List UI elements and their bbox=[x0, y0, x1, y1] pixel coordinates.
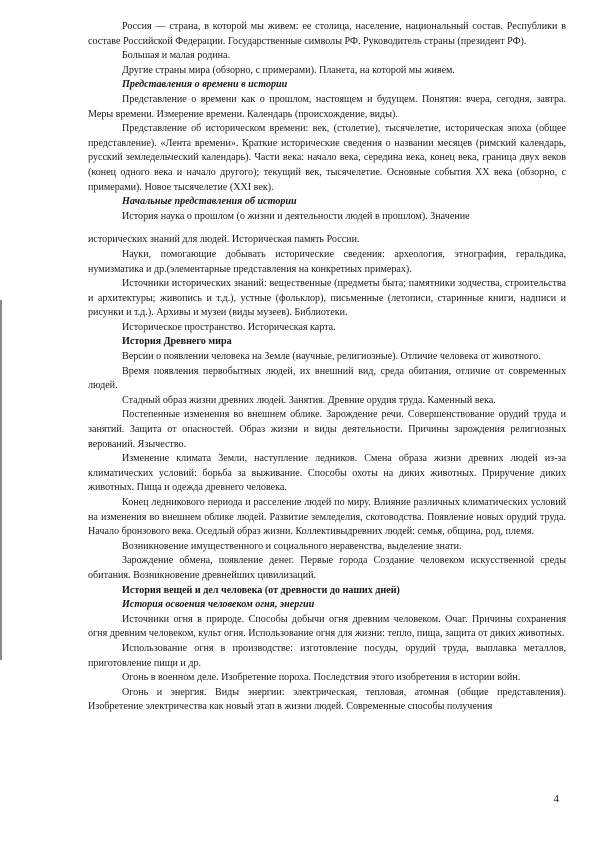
section-heading: Начальные представления об истории bbox=[122, 196, 297, 208]
page-edge-mark bbox=[0, 300, 2, 660]
section-heading: История Древнего мира bbox=[122, 336, 232, 348]
paragraph: Использование огня в производстве: изготовление посуды, орудий труда, выплавка металлов, приготовление пищи и др. bbox=[88, 642, 566, 669]
paragraph: Представление об историческом времени: век, (столетие), тысячелетие, историческая эпоха (общее представление). «Лента времени». Краткие исторические сведения о названии месяцев (римский календарь, русский земледельческий календарь). Части века: начало века, середина века, конец века, граница двух веков (конец одного века и начало другого); текущий век, тысячелетие. Основные события XX века (обзорно, с примерами). Новое тысячелетие (XXI век). bbox=[88, 123, 566, 193]
paragraph: Россия — страна, в которой мы живем: ее столица, население, национальный состав. Республики в составе Российской Федерации. Государственные символы РФ. Руководитель страны (президент РФ). bbox=[88, 21, 566, 47]
paragraph: Изменение климата Земли, наступление ледников. Смена образа жизни древних людей из-за климатических условий: борьба за выживание. Способы охоты на диких животных. Приручение диких животных. Пища и одежда древнего человека. bbox=[88, 453, 566, 494]
paragraph-gap bbox=[88, 224, 566, 233]
paragraph: Источники исторических знаний: вещественные (предметы быта; памятники зодчества, строительства и архитектуры; живопись и т.д.), устные (фольклор), письменные (летописи, старинные книги, надписи и рисунки и т.д.). Архивы и музеи (виды музеев). Библиотеки. bbox=[88, 278, 566, 319]
section-heading: Представления о времени в истории bbox=[122, 79, 288, 91]
paragraph: Представление о времени как о прошлом, настоящем и будущем. Понятия: вчера, сегодня, завтра. Меры времени. Измерение времени. Календарь (происхождение, виды). bbox=[88, 93, 566, 120]
paragraph: Источники огня в природе. Способы добычи огня древним человеком. Очаг. Причины сохранения огня древним человеком, культ огня. Использование огня для жизни: тепло, пища, защита от диких животных. bbox=[88, 613, 566, 640]
page-number: 4 bbox=[553, 793, 559, 805]
paragraph: Время появления первобытных людей, их внешний вид, среда обитания, отличие от современных людей. bbox=[88, 365, 566, 392]
paragraph: Зарождение обмена, появление денег. Первые города Создание человеком искусственной среды обитания. Возникновение древнейших цивилизаций. bbox=[88, 555, 566, 581]
paragraph: Конец ледникового периода и расселение людей по миру. Влияние различных климатических условий на изменения во внешнем облике людей. Развитие земледелия, скотоводства. Появление новых орудий труда. Начало бронзового века. Оседлый образ жизни. Коллективыдревних людей: семья, община, род, племя. bbox=[88, 497, 566, 538]
section-heading: История освоения человеком огня, энергии bbox=[122, 599, 315, 611]
paragraph: Постепенные изменения во внешнем облике. Зарождение речи. Совершенствование орудий труда и занятий. Защита от опасностей. Образ жизни и виды деятельности. Причины зарождения религиозных верований. Язычество. bbox=[88, 409, 566, 450]
paragraph: Огонь и энергия. Виды энергии: электрическая, тепловая, атомная (общие представления). Изобретение электричества как новый этап в жизни людей. Современные способы получения bbox=[88, 686, 566, 713]
paragraph: исторических знаний для людей. Историческая память России. bbox=[88, 234, 360, 246]
paragraph: История наука о прошлом (о жизни и деятельности людей в прошлом). Значение bbox=[122, 210, 470, 222]
paragraph: Науки, помогающие добывать исторические сведения: археология, этнография, геральдика, нумизматика и др.(элементарные представления на конкретных примерах). bbox=[88, 248, 566, 275]
paragraph: Огонь в военном деле. Изобретение пороха. Последствия этого изобретения в истории войн. bbox=[122, 672, 521, 684]
document-body bbox=[88, 20, 566, 715]
paragraph: Другие страны мира (обзорно, с примерами). Планета, на которой мы живем. bbox=[122, 64, 455, 76]
paragraph: Версии о появлении человека на Земле (научные, религиозные). Отличие человека от животного. bbox=[122, 351, 541, 363]
paragraph: Большая и малая родина. bbox=[122, 50, 231, 62]
paragraph: Возникновение имущественного и социального неравенства, выделение знати. bbox=[122, 540, 462, 552]
paragraph: Историческое пространство. Историческая карта. bbox=[122, 321, 336, 333]
section-heading: История вещей и дел человека (от древности до наших дней) bbox=[122, 584, 400, 596]
paragraph: Стадный образ жизни древних людей. Занятия. Древние орудия труда. Каменный века. bbox=[122, 394, 496, 406]
